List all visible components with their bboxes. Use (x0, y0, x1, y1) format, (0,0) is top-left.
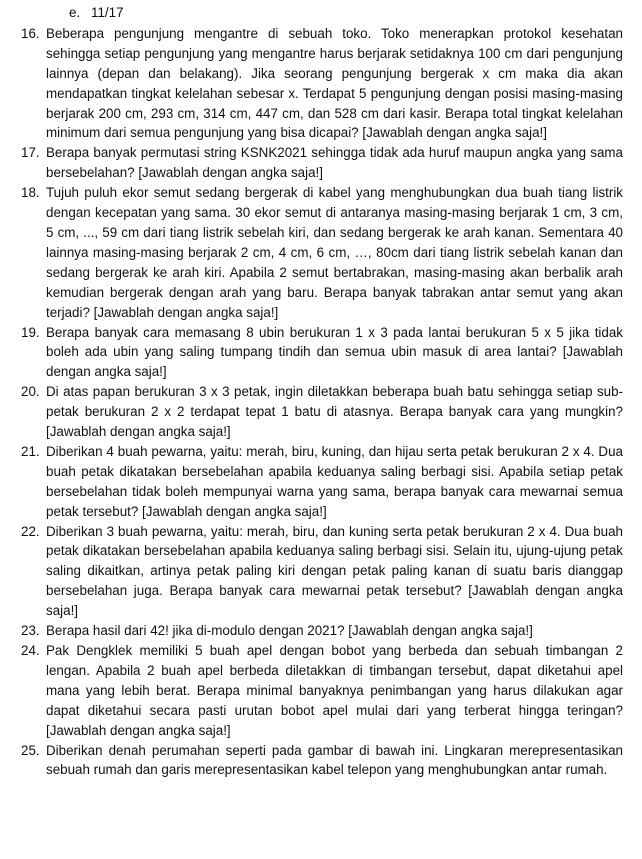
question-number: 25. (21, 742, 40, 758)
question-number: 20. (21, 384, 40, 400)
question-number: 24. (21, 643, 40, 658)
question-number: 16. (21, 25, 40, 41)
document-page (21, 3, 623, 780)
choice-label: e. (69, 5, 81, 20)
question-21 (21, 442, 623, 522)
question-text: Diberikan 3 buah pewarna, yaitu: merah, biru, dan kuning serta petak berukuran 2 x 4. Dua buah petak dikatakan bersebelahan apabila keduanya saling berbagi sisi. Selain itu, ujung-ujung petak saling dikaitkan, artinya petak paling kiri dengan petak paling kanan di suatu baris dianggap bersebelahan juga. Berapa banyak cara mewarnai petak tersebut? [Jawablah dengan angka saja!] (46, 523, 623, 619)
question-number: 19. (21, 324, 40, 340)
question-23 (21, 621, 623, 641)
question-number: 22. (21, 523, 40, 539)
question-24 (21, 641, 623, 741)
question-number: 18. (21, 185, 40, 201)
question-text: Diberikan 4 buah pewarna, yaitu: merah, biru, kuning, dan hijau serta petak berukuran 2 x 4. Dua buah petak dikatakan bersebelahan apabila keduanya saling berbagi sisi. Apabila setiap petak bersebelahan tidak boleh mempunyai warna yang sama, berapa banyak cara mewarnai semua petak tersebut? [Jawablah dengan angka saja!] (46, 443, 623, 519)
question-text: Berapa banyak permutasi string KSNK2021 sehingga tidak ada huruf maupun angka yang sama bersebelahan? [Jawablah dengan angka saja!] (46, 145, 623, 181)
question-20 (21, 382, 623, 442)
question-text: Di atas papan berukuran 3 x 3 petak, ingin diletakkan beberapa buah batu sehingga setiap sub-petak berukuran 2 x 2 terdapat tepat 1 batu di atasnya. Berapa banyak cara yang mungkin? [Jawablah dengan angka saja!] (46, 384, 623, 440)
question-17 (21, 143, 623, 183)
question-number: 17. (21, 145, 40, 161)
question-number: 21. (21, 443, 40, 459)
question-25 (21, 741, 623, 781)
question-16 (21, 24, 623, 143)
question-text: Beberapa pengunjung mengantre di sebuah toko. Toko menerapkan protokol kesehatan sehingga setiap pengunjung yang mengantre harus berjarak setidaknya 100 cm dari pengunjung lainnya (depan dan belakang). Jika seorang pengunjung bergerak x cm maka dia akan mendapatkan tingkat kelelahan sebesar x. Terdapat 5 pengunjung dengan posisi masing-masing berjarak 200 cm, 293 cm, 314 cm, 447 cm, dan 528 cm dari kasir. Berapa total tingkat kelelahan minimum dari semua pengunjung yang bisa dicapai? [Jawablah dengan angka saja!] (46, 25, 623, 141)
question-text: Tujuh puluh ekor semut sedang bergerak di kabel yang menghubungkan dua buah tiang listrik dengan kecepatan yang sama. 30 ekor semut di antaranya masing-masing berjarak 1 cm, 3 cm, 5 cm, ..., 59 cm dari tiang listrik sebelah kiri, dan sedang bergerak ke arah kanan. Sementara 40 lainnya masing-masing berjarak 2 cm, 4 cm, 6 cm, …, 80cm dari tiang listrik sebelah kanan dan sedang bergerak ke arah kiri. Apabila 2 semut bertabrakan, masing-masing akan berbalik arah kemudian bergerak dengan arah yang baru. Berapa banyak tabrakan antar semut yang akan terjadi? [Jawablah dengan angka saja!] (46, 185, 623, 320)
question-18 (21, 183, 623, 322)
answer-choice-e (21, 3, 623, 23)
question-text: Pak Dengklek memiliki 5 buah apel dengan bobot yang berbeda dan sebuah timbangan 2 lengan. Apabila 2 buah apel berbeda diletakkan di timbangan tersebut, dapat diketahui apel mana yang lebih berat. Berapa minimal banyaknya penimbangan yang harus dilakukan agar dapat diketahui secara pasti urutan bobot apel mulai dari yang terberat hingga teringan? [Jawablah dengan angka saja!] (46, 643, 623, 738)
question-text: Diberikan denah perumahan seperti pada gambar di bawah ini. Lingkaran merepresentasikan sebuah rumah dan garis merepresentasikan kabel telepon yang menghubungkan antar rumah. (46, 742, 623, 778)
choice-value: 11/17 (91, 5, 124, 20)
question-text: Berapa banyak cara memasang 8 ubin berukuran 1 x 3 pada lantai berukuran 5 x 5 jika tidak boleh ada ubin yang saling tumpang tindih dan semua ubin masuk di area lantai? [Jawablah dengan angka saja!] (46, 324, 623, 380)
question-text: Berapa hasil dari 42! jika di-modulo dengan 2021? [Jawablah dengan angka saja!] (46, 623, 533, 639)
question-22 (21, 522, 623, 622)
question-19 (21, 323, 623, 383)
question-number: 23. (21, 623, 40, 639)
